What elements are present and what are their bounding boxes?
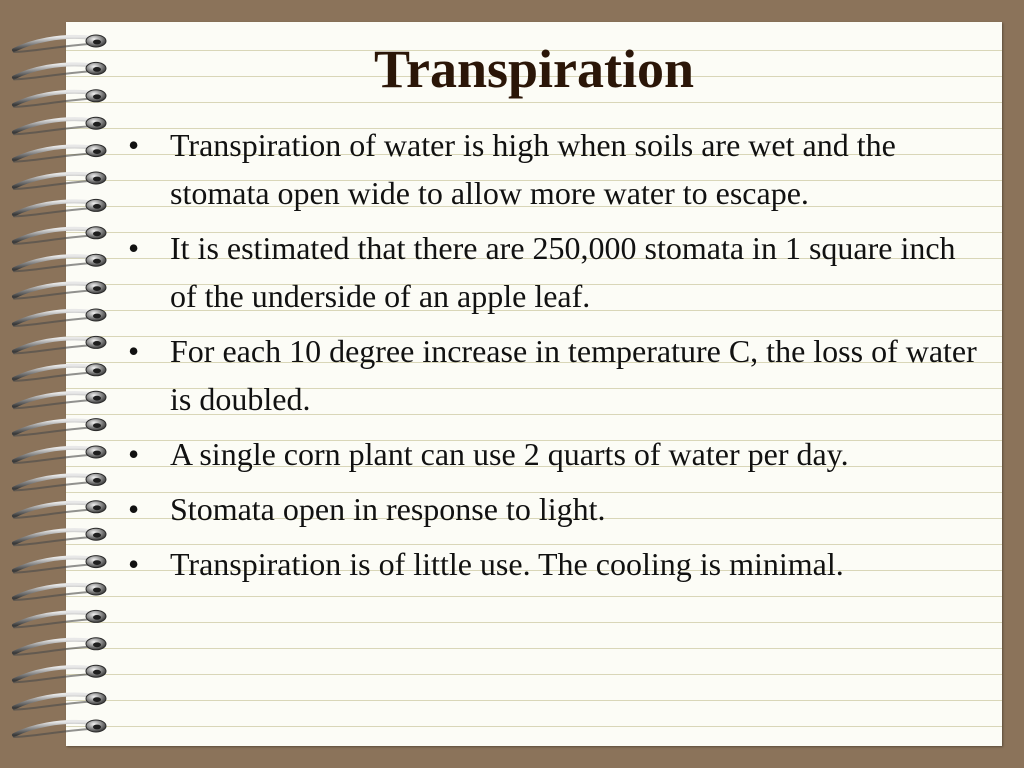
spiral-hole [93,341,101,346]
spiral-hole [93,560,101,565]
spiral-hole [93,478,101,483]
spiral-hole [93,259,101,264]
bullet-icon: • [128,436,140,472]
spiral-hole [93,423,101,428]
spiral-binding-icon [0,0,120,768]
spiral-hole [93,588,101,593]
spiral-hole [93,149,101,154]
spiral-hole [93,177,101,182]
spiral-hole [93,204,101,209]
bullet-text: Transpiration is of little use. The cooling is minimal. [170,546,844,582]
bullet-icon: • [128,491,140,527]
list-item [128,121,978,217]
bullet-text: A single corn plant can use 2 quarts of water per day. [170,436,849,472]
spiral-hole [93,368,101,373]
bullet-text: Stomata open in response to light. [170,491,606,527]
spiral-hole [93,697,101,702]
spiral-hole [93,533,101,538]
bullet-icon: • [128,127,140,163]
spiral-hole [93,231,101,236]
bullet-text: It is estimated that there are 250,000 stomata in 1 square inch of the underside of an apple leaf. [170,230,956,314]
spiral-hole [93,122,101,127]
list-item [128,485,978,533]
bullet-list [128,121,978,595]
spiral-hole [93,505,101,510]
bullet-text: For each 10 degree increase in temperature C, the loss of water is doubled. [170,333,977,417]
spiral-hole [93,725,101,730]
slide-title: Transpiration [373,39,695,99]
spiral-hole [93,396,101,401]
list-item [128,224,978,320]
spiral-hole [93,615,101,620]
spiral-hole [93,286,101,291]
spiral-hole [93,451,101,456]
list-item [128,327,978,423]
spiral-hole [93,642,101,647]
bullet-icon: • [128,230,140,266]
bullet-icon: • [128,546,140,582]
list-item [128,540,978,588]
spiral-hole [93,314,101,319]
list-item [128,430,978,478]
spiral-hole [93,670,101,675]
bullet-text: Transpiration of water is high when soils are wet and the stomata open wide to allow more water to escape. [170,127,896,211]
bullet-icon: • [128,333,140,369]
